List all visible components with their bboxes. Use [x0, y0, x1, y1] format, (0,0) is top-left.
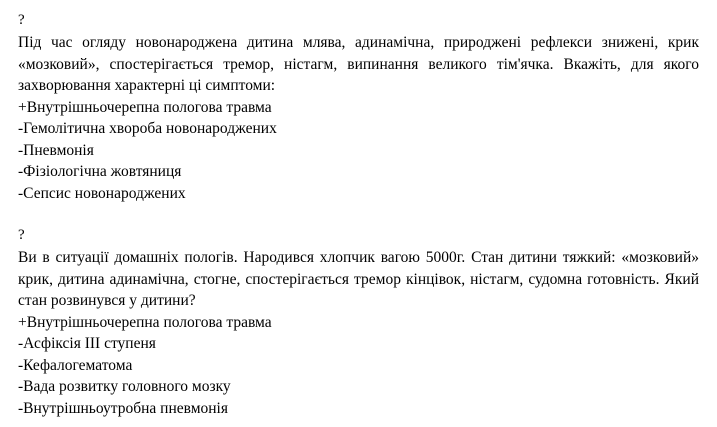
- answer-option: -Вада розвитку головного мозку: [18, 378, 231, 395]
- answer-option: -Фізіологічна жовтяниця: [18, 163, 182, 180]
- question-block-1: [18, 10, 699, 204]
- answer-option: -Сепсис новонароджених: [18, 184, 186, 202]
- answer-option: -Кефалогематома: [18, 356, 133, 374]
- question-block-2: [18, 225, 699, 419]
- answer-list: [18, 97, 699, 205]
- question-stem: Ви в ситуації домашніх пологів. Народився хлопчик вагою 5000г. Стан дитини тяжкий: «мозковий» крик, дитина адинамічна, стогне, спостерігається тремор кінцівок, ністагм, судомна готовність. Який стан розвинувся у дитини?: [18, 249, 699, 309]
- question-marker: ?: [18, 12, 25, 28]
- paragraph-spacer: [18, 204, 699, 225]
- answer-option: +Внутрішньочерепна пологова травма: [18, 313, 272, 331]
- answer-option: -Гемолітична хвороба новонароджених: [18, 120, 277, 137]
- question-marker: ?: [18, 227, 25, 243]
- answer-option: -Внутрішньоутробна пневмонія: [18, 399, 228, 417]
- answer-option: -Пневмонія: [18, 141, 94, 159]
- question-stem: Під час огляду новонароджена дитина млява, адинамічна, природжені рефлекси знижені, крик «мозковий», спостерігається тремор, ністагм, випинання великого тім'ячка. Вкажіть, для якого захворювання характерні ці симптоми:: [18, 34, 699, 94]
- answer-option: +Внутрішньочерепна пологова травма: [18, 98, 272, 116]
- answer-list: [18, 312, 699, 420]
- answer-option: -Асфіксія ІІІ ступеня: [18, 335, 156, 352]
